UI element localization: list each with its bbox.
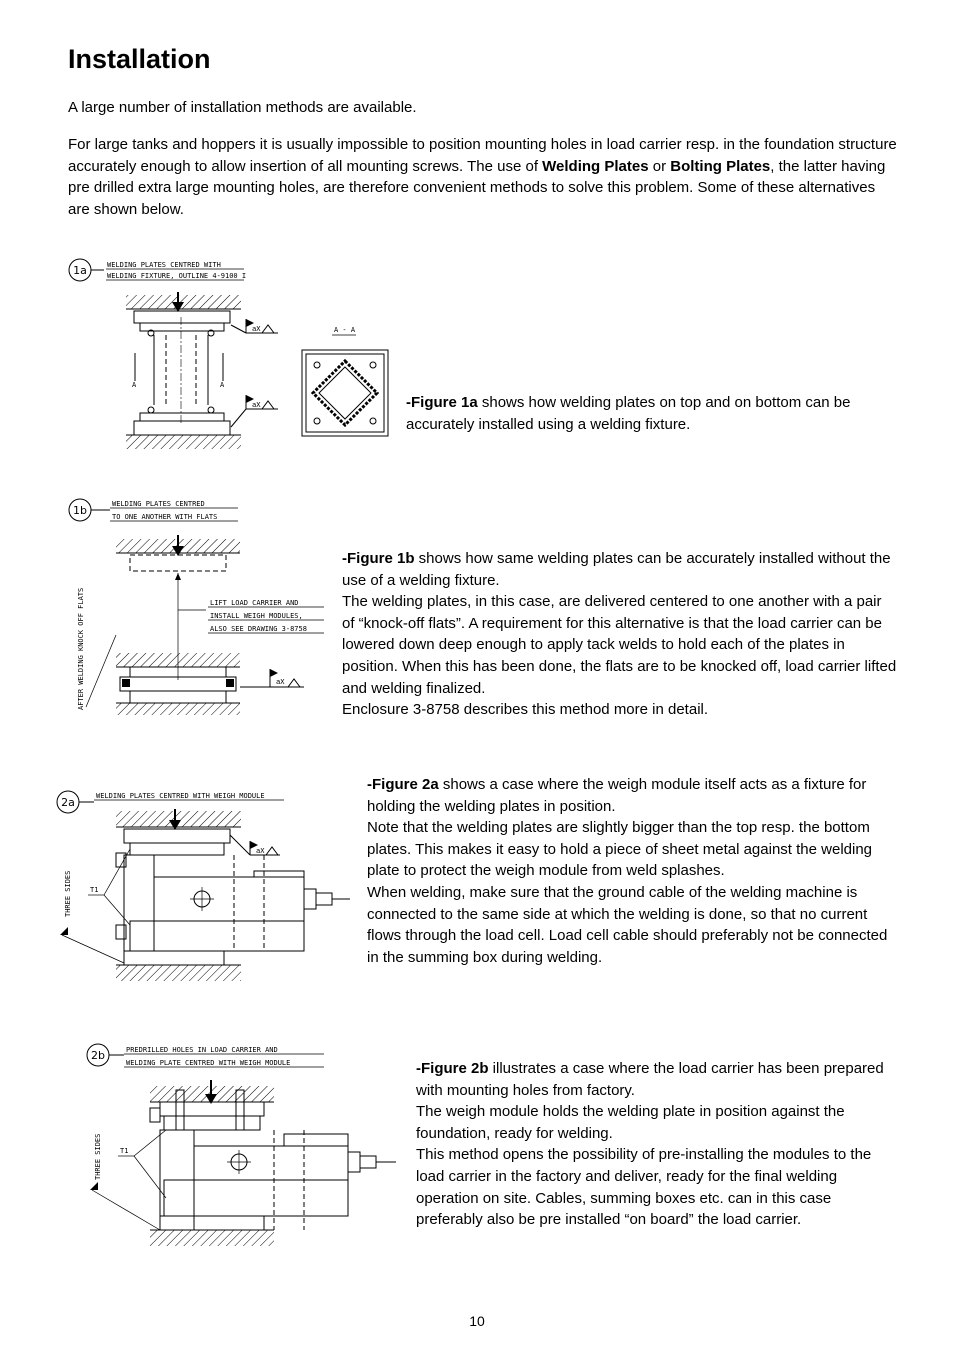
figure-1a-caption <box>406 392 896 435</box>
figure-1b-label-2: TO ONE ANOTHER WITH FLATS <box>112 513 218 521</box>
figure-1b-note-3: ALSO SEE DRAWING 3-8758 <box>210 625 307 633</box>
figure-2a-caption <box>367 774 897 968</box>
figure-1a-label-2: WELDING FIXTURE, OUTLINE 4-9100 I <box>107 272 247 280</box>
figure-1b-caption <box>342 548 897 721</box>
para2-text-d: , the latter having pre drilled extra large mounting holes, are therefore convenient methods to solve this problem. Some of these alternatives are shown below. <box>68 157 886 218</box>
figure-2b-caption-bold: -Figure 2b <box>416 1060 489 1077</box>
para2-text-c: or <box>648 157 671 175</box>
page-number: 10 <box>469 1313 485 1329</box>
figure-1b-note-2: INSTALL WEIGH MODULES, <box>210 612 303 620</box>
figure-1a-section-mark-left: A <box>132 381 137 389</box>
figure-1a-weld-top: aX <box>252 325 261 333</box>
welding-plates-paragraph <box>68 134 898 220</box>
figure-2b-caption <box>416 1058 896 1231</box>
figure-2b-label-1: PREDRILLED HOLES IN LOAD CARRIER AND <box>126 1046 278 1054</box>
figure-1a-id: 1a <box>73 264 87 277</box>
figure-1b-drawing <box>66 495 336 720</box>
figure-1a-weld-bottom: aX <box>252 401 261 409</box>
intro-paragraph: A large number of installation methods are available. <box>68 99 417 116</box>
welding-plates-term: Welding Plates <box>542 157 649 175</box>
figure-1b-caption-bold: -Figure 1b <box>342 550 415 567</box>
figure-2a-weld: aX <box>256 847 265 855</box>
figure-2a-caption-text: shows a case where the weigh module itself acts as a fixture for holding the welding plates in position. <box>367 776 867 815</box>
figure-1a-label-1: WELDING PLATES CENTRED WITH <box>107 261 221 269</box>
figure-1a-section-mark-right: A <box>220 381 225 389</box>
figure-1b-weld: aX <box>276 678 285 686</box>
figure-2a-caption-2: Note that the welding plates are slightly bigger than the top resp. the bottom plates. This makes it easy to hold a piece of sheet metal against the welding plate to protect the weigh module from weld splashes. <box>367 819 873 880</box>
figure-1b-note-1: LIFT LOAD CARRIER AND <box>210 599 299 607</box>
figure-2a-caption-3: When welding, make sure that the ground cable of the welding machine is connected to the same side at which the welding is done, so that no current flows through the load cell. Load cell cable should preferably not be connected in the summing box during welding. <box>367 883 888 966</box>
figure-1b-label-1: WELDING PLATES CENTRED <box>112 500 205 508</box>
para2-text-a: For large tanks and hoppers it is usually impossible to position mounting holes in load carrier resp. in the foundation structure accurately enough to allow insertion of all mounting screws. The use of <box>68 136 897 175</box>
figure-2b-t1: T1 <box>120 1147 129 1155</box>
figure-1b-caption-3: Enclosure 3-8758 describes this method more in detail. <box>342 701 709 719</box>
figure-1b-caption-text: shows how same welding plates can be accurately installed without the use of a welding fixture. <box>342 550 891 589</box>
page-title: Installation <box>68 44 211 74</box>
figure-2b-id: 2b <box>91 1049 105 1062</box>
figure-2a-side-label: THREE SIDES <box>64 870 72 917</box>
figure-2a-drawing <box>54 785 354 985</box>
figure-2b-drawing <box>84 1040 404 1255</box>
figure-2b-caption-2: The weigh module holds the welding plate in position against the foundation, ready for welding. <box>416 1103 845 1142</box>
figure-1b-id: 1b <box>73 504 87 517</box>
figure-2b-caption-3: This method opens the possibility of pre-installing the modules to the load carrier in the factory and deliver, ready for the final welding operation on site. Cables, summing boxes etc. can in this case preferably also be pre installed “on board” the load carrier. <box>416 1146 872 1229</box>
figure-2a-id: 2a <box>61 796 75 809</box>
figure-1a-caption-text: shows how welding plates on top and on bottom can be accurately installed using a welding fixture. <box>406 394 851 433</box>
figure-2b-label-2: WELDING PLATE CENTRED WITH WEIGH MODULE <box>126 1059 291 1067</box>
figure-2a-t1: T1 <box>90 886 99 894</box>
figure-2b-side-label: THREE SIDES <box>94 1133 102 1180</box>
figure-2b-caption-text: illustrates a case where the load carrier has been prepared with mounting holes from factory. <box>416 1060 884 1099</box>
figure-1a-caption-bold: -Figure 1a <box>406 394 478 411</box>
figure-1b-caption-2: The welding plates, in this case, are delivered centered to one another with a pair of “knock-off flats”. A requirement for this alternative is that the load carrier can be lowered down deep enough to apply tack welds to hold each of the plates in position. When this has been done, the flats are to be knocked off, load carrier lifted and welding finalized. <box>342 593 897 697</box>
figure-1b-side-label: AFTER WELDING KNOCK OFF FLATS <box>77 587 85 710</box>
figure-1a-drawing <box>66 255 396 455</box>
bolting-plates-term: Bolting Plates <box>670 157 771 175</box>
figure-1a-section-label: A - A <box>334 326 356 334</box>
figure-2a-label-1: WELDING PLATES CENTRED WITH WEIGH MODULE <box>96 792 265 800</box>
figure-2a-caption-bold: -Figure 2a <box>367 776 439 793</box>
